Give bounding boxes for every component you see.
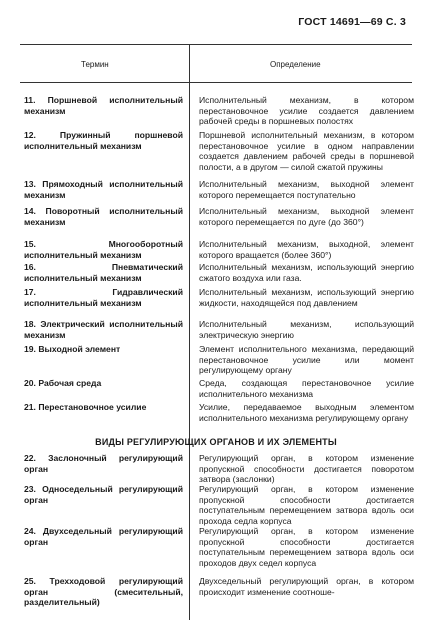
definition-18: Исполнительный механизм, использующий электрическую энергию <box>199 319 414 340</box>
term-17: 17. Гидравлический исполнительный механизм <box>24 287 183 308</box>
definition-15: Исполнительный механизм, выходной, элемент которого вращается (более 360°) <box>199 239 414 260</box>
definition-17: Исполнительный механизм, использующий энергию жидкости, находящейся под давлением <box>199 287 414 308</box>
term-18: 18. Электрический исполнительный механизм <box>24 319 183 340</box>
term-21: 21. Перестановочное усилие <box>24 402 147 412</box>
definition-12: Поршневой исполнительный механизм, в котором перестановочное усилие в одном направлении создается давлением рабочей среды в поршневой полости, а в другом — силой сжатой пружины <box>199 130 414 172</box>
column-header-definition: Определение <box>270 60 321 69</box>
definition-24: Регулирующий орган, в котором изменение пропускной способности достигается поступательным перемещением затвора вдоль оси проходов двух седел корпуса <box>199 526 414 568</box>
definition-11: Исполнительный механизм, в котором перестановочное усилие создается давлением рабочей среды в поршневых полостях <box>199 95 414 127</box>
table-header-rule <box>20 82 412 83</box>
term-12: 12. Пружинный поршневой исполнительный механизм <box>24 130 183 151</box>
definition-20: Среда, создающая перестановочное усилие исполнительного механизма <box>199 378 414 399</box>
term-25: 25. Трехходовой регулирующий орган (смесительный, разделительный) <box>24 576 183 608</box>
definition-19: Элемент исполнительного механизма, передающий перестановочное усилие или момент регулирующему органу <box>199 344 414 376</box>
term-23: 23. Односедельный регулирующий орган <box>24 484 183 505</box>
term-16: 16. Пневматический исполнительный механизм <box>24 262 183 283</box>
definition-21: Усилие, передаваемое выходным элементом исполнительного механизма регулирующему органу <box>199 402 414 423</box>
term-14: 14. Поворотный исполнительный механизм <box>24 206 183 227</box>
term-20: 20. Рабочая среда <box>24 378 102 388</box>
term-13: 13. Прямоходный исполнительный механизм <box>24 179 183 200</box>
definition-16: Исполнительный механизм, использующий энергию сжатого воздуха или газа. <box>199 262 414 283</box>
column-divider-top <box>189 44 190 450</box>
page-header: ГОСТ 14691—69 С. 3 <box>298 16 406 28</box>
section-title: ВИДЫ РЕГУЛИРУЮЩИХ ОРГАНОВ И ИХ ЭЛЕМЕНТЫ <box>95 437 337 447</box>
term-24: 24. Двухседельный регулирующий орган <box>24 526 183 547</box>
column-divider-bottom <box>189 447 190 620</box>
table-top-rule <box>20 44 412 45</box>
definition-22: Регулирующий орган, в котором изменение пропускной способности достигается поворотом затвора (заслонки) <box>199 453 414 485</box>
term-22: 22. Заслоночный регулирующий орган <box>24 453 183 474</box>
term-15: 15. Многооборотный исполнительный механизм <box>24 239 183 260</box>
definition-25: Двухседельный регулирующий орган, в котором происходит изменение соотноше- <box>199 576 414 597</box>
term-19: 19. Выходной элемент <box>24 344 121 354</box>
definition-13: Исполнительный механизм, выходной элемент которого перемещается поступательно <box>199 179 414 200</box>
term-11: 11. Поршневой исполнительный механизм <box>24 95 183 116</box>
definition-23: Регулирующий орган, в котором изменение пропускной способности достигается поступательным перемещением затвора вдоль оси прохода седла корпуса <box>199 484 414 526</box>
column-header-term: Термин <box>81 60 109 69</box>
definition-14: Исполнительный механизм, выходной элемент которого перемещается по дуге (до 360°) <box>199 206 414 227</box>
